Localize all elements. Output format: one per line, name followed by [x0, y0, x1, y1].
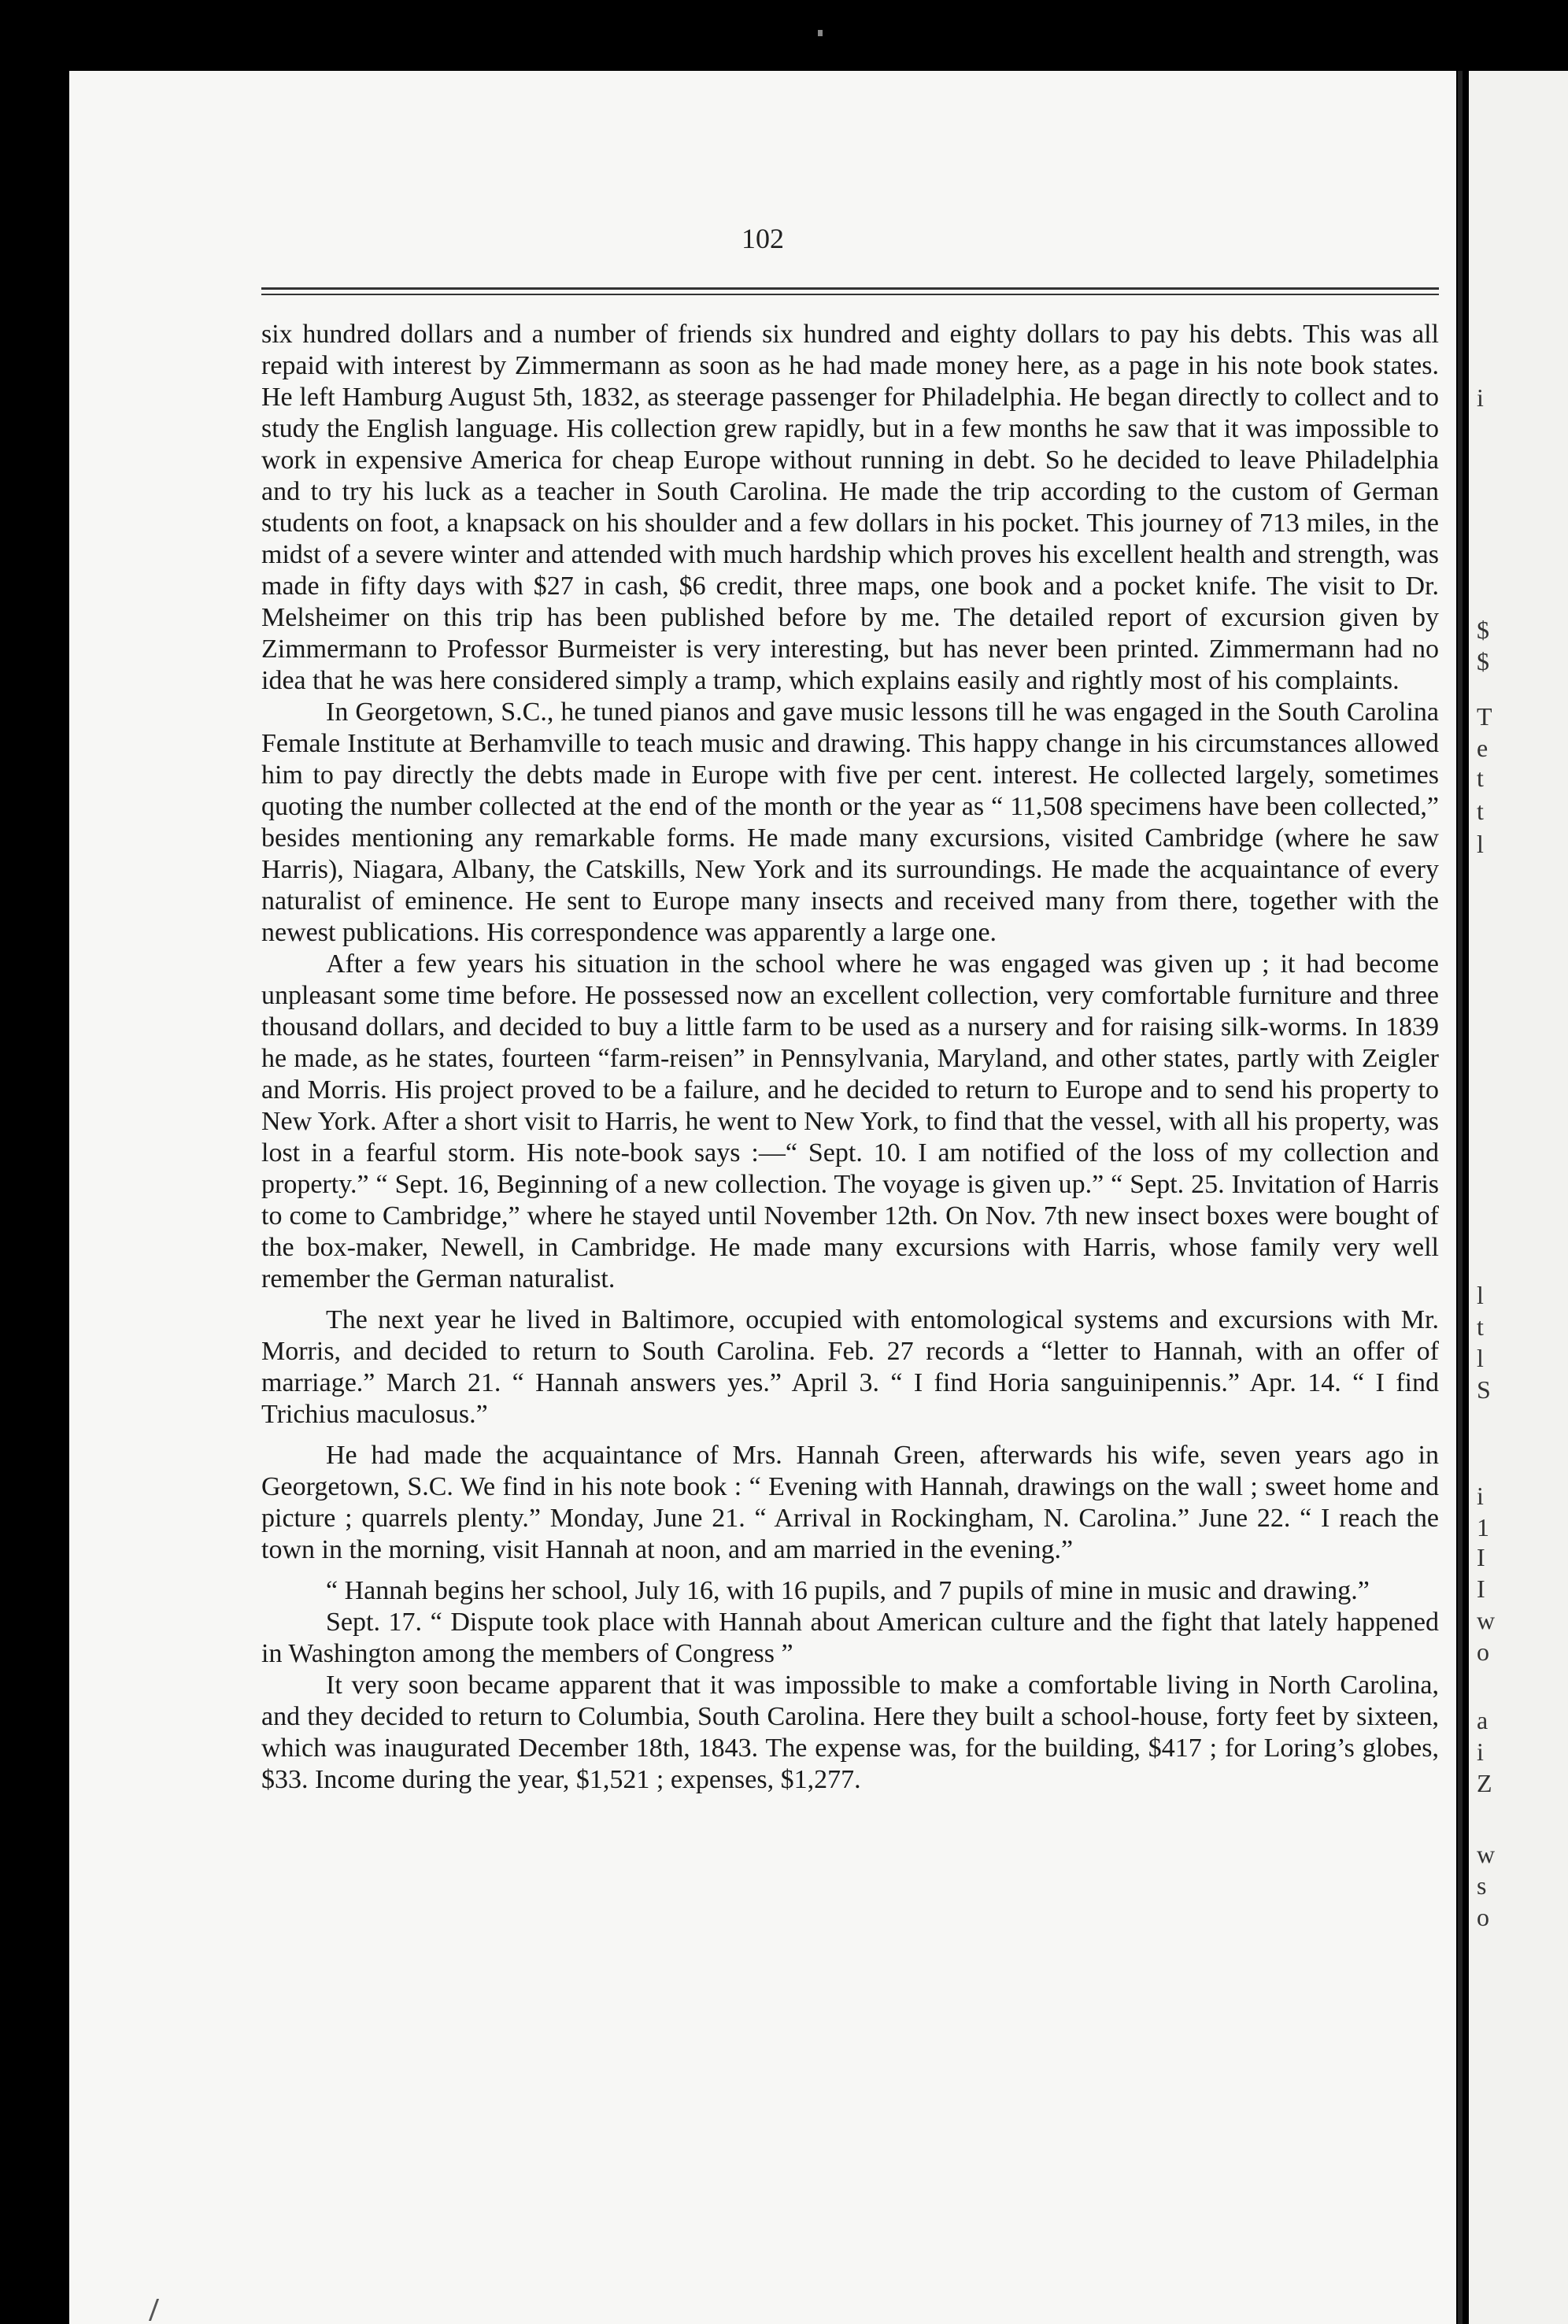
margin-char: S	[1477, 1375, 1491, 1404]
paragraph-6: “ Hannah begins her school, July 16, with 16 pupils, and 7 pupils of mine in music and drawing.”	[326, 1576, 1370, 1605]
margin-char: i	[1477, 1737, 1484, 1766]
paragraph-2: In Georgetown, S.C., he tuned pianos and gave music lessons till he was engaged in the South Carolina Female Institute at Berhamville to teach music and drawing. This happy change in his circumstances allowed him to pay directly the debts made in Europe with five per cent. interest. He collected largely, sometimes quoting the number collected at the end of the month or the year as “ 11,508 specimens have been collected,” besides mentioning any remarkable forms. He made many excursions, visited Cambridge (where he saw Harris), Niagara, Albany, the Catskills, New York and its surroundings. He made the acquaintance of every naturalist of eminence. He sent to Europe many insects and received many from there, together with the newest publications. His correspondence was apparently a large one.	[261, 698, 1439, 947]
page-number: 102	[741, 223, 784, 254]
margin-char: o	[1477, 1903, 1489, 1931]
margin-char: Z	[1477, 1769, 1492, 1797]
margin-char: $	[1477, 616, 1489, 644]
margin-char: e	[1477, 734, 1488, 762]
margin-char: t	[1477, 797, 1484, 825]
margin-char: i	[1477, 1482, 1484, 1510]
document-page	[69, 71, 1456, 2324]
page-gutter	[1458, 71, 1463, 2324]
margin-char: o	[1477, 1638, 1489, 1666]
margin-char: l	[1477, 1344, 1484, 1372]
paragraph-5: He had made the acquaintance of Mrs. Hannah Green, afterwards his wife, seven years ago in Georgetown, S.C. We find in his note book : “ Evening with Hannah, drawings on the wall ; sweet home and picture ; quarrels plenty.” Monday, June 21. “ Arrival in Rockingham, N. Carolina.” June 22. “ I reach the town in the morning, visit Hannah at noon, and am married in the evening.”	[261, 1441, 1439, 1564]
margin-char: s	[1477, 1871, 1487, 1900]
margin-char: l	[1477, 830, 1484, 858]
margin-char: I	[1477, 1575, 1485, 1603]
page-corner-fold	[149, 2299, 170, 2321]
margin-char: t	[1477, 764, 1484, 792]
margin-char: t	[1477, 1312, 1484, 1341]
paragraph-8: It very soon became apparent that it was impossible to make a comfortable living in North Carolina, and they decided to return to Columbia, South Carolina. Here they built a school-house, forty feet by sixteen, which was inaugurated December 18th, 1843. The expense was, for the building, $417 ; for Loring’s globes, $33. Income during the year, $1,521 ; expenses, $1,277.	[261, 1671, 1439, 1794]
margin-char: a	[1477, 1706, 1488, 1734]
paragraph-4	[261, 1304, 1439, 1430]
margin-char: i	[1477, 383, 1484, 412]
margin-char: l	[1477, 1281, 1484, 1309]
margin-char: w	[1477, 1840, 1496, 1868]
paragraph-4-text: The next year he lived in Baltimore, occupied with entomological systems and excursions with Mr. Morris, and decided to return to South Carolina. Feb. 27 records a “letter to Hannah, with an offer of marriage.” March 21. “ Hannah answers yes.” April 3. “ I find Horia sanguinipennis.” Apr. 14. “ I find Trichius maculosus.”	[261, 1305, 1439, 1429]
paragraph-1: six hundred dollars and a number of friends six hundred and eighty dollars to pay his debts. This was all repaid with interest by Zimmermann as soon as he had made money here, as a page in his note book states. He left Hamburg August 5th, 1832, as steerage passenger for Philadelphia. He began directly to collect and to study the English language. His collection grew rapidly, but in a few months he saw that it was impossible to work in expensive America for cheap Europe without running in debt. So he decided to leave Philadelphia and to try his luck as a teacher in South Carolina. He made the trip according to the custom of German students on foot, a knapsack on his shoulder and a few dollars in his pocket. This journey of 713 miles, in the midst of a severe winter and attended with much hardship which proves his excellent health and strength, was made in fifty days with $27 in cash, $6 credit, three maps, one book and a pocket knife. The visit to Dr. Melsheimer on this trip has been published before by me. The detailed report of excursion given by Zimmermann to Professor Burmeister is very interesting, but has never been printed. Zimmermann had no idea that he was here considered simply a tramp, which explains easily and rightly most of his complaints.	[261, 320, 1439, 695]
margin-char: I	[1477, 1543, 1485, 1571]
margin-char: $	[1477, 647, 1489, 675]
margin-char: w	[1477, 1606, 1496, 1634]
adjacent-page	[1469, 71, 1568, 2324]
scan-speck	[818, 30, 823, 36]
margin-char: 1	[1477, 1513, 1489, 1541]
paragraph-3: After a few years his situation in the school where he was engaged was given up ; it had become unpleasant some time before. He possessed now an excellent collection, very comfortable furniture and three thousand dollars, and decided to buy a little farm to be used as a nursery and for raising silk-worms. In 1839 he made, as he states, fourteen “farm-reisen” in Pennsylvania, Maryland, and other states, partly with Zeigler and Morris. His project proved to be a failure, and he decided to return to Europe and to send his property to New York. After a short visit to Harris, he went to New York, to find that the vessel, with all his property, was lost in a fearful storm. His note-book says :—“ Sept. 10. I am notified of the loss of my collection and property.” “ Sept. 16, Beginning of a new collection. The voyage is given up.” “ Sept. 25. Invitation of Harris to come to Cambridge,” where he stayed until November 12th. On Nov. 7th new insect boxes were bought of the box-maker, Newell, in Cambridge. He made many excursions with Harris, whose family very well remember the German naturalist.	[261, 949, 1439, 1293]
margin-char: T	[1477, 702, 1492, 731]
header-rule-thin	[261, 294, 1439, 295]
paragraph-7: Sept. 17. “ Dispute took place with Hannah about American culture and the fight that lately happened in Washington among the members of Congress ”	[261, 1608, 1439, 1668]
header-rule-thick	[261, 287, 1439, 290]
body-text	[261, 319, 1439, 1796]
